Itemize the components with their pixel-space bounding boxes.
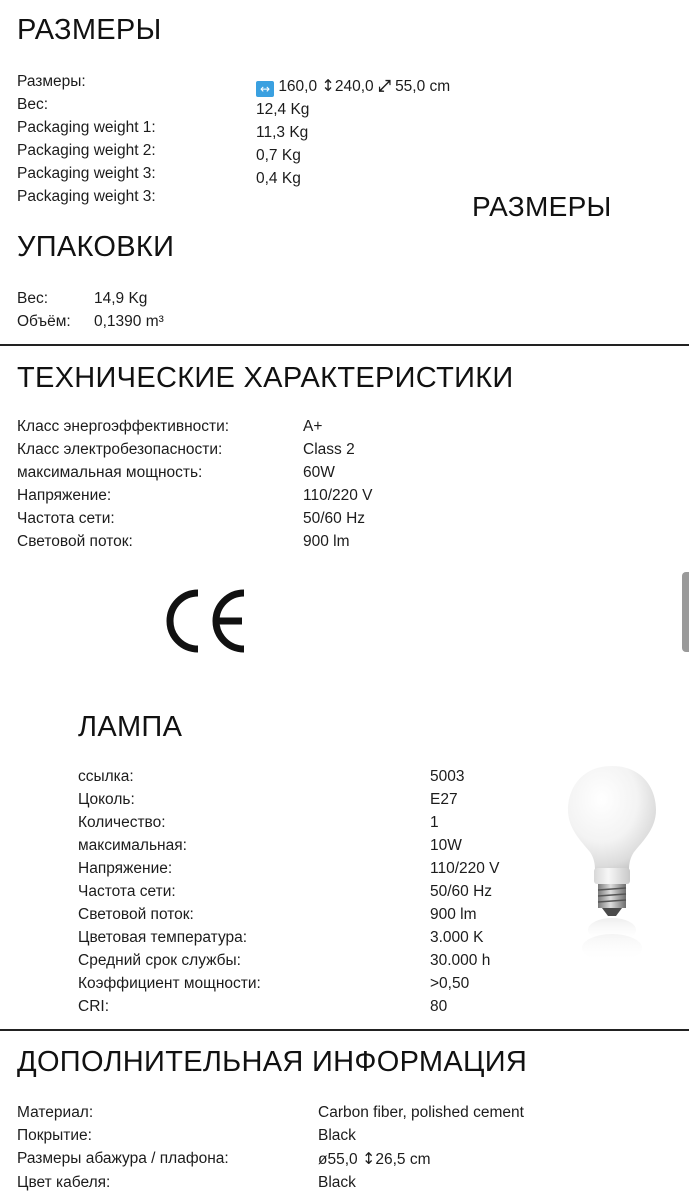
scrollbar-thumb[interactable] [682, 572, 689, 652]
packaging-value-weight: 14,9 Kg [94, 290, 148, 307]
additional-label: Цвет кабеля: [17, 1174, 111, 1191]
depth-arrows-icon: ⤢ [377, 76, 391, 95]
lamp-label: ссылка: [78, 768, 134, 785]
lamp-label: максимальная: [78, 837, 187, 854]
lamp-value: 900 lm [430, 906, 477, 923]
dimensions-size-value [256, 74, 450, 98]
section-divider [0, 344, 689, 346]
technical-label: Частота сети: [17, 510, 115, 527]
lamp-label: Частота сети: [78, 883, 176, 900]
technical-value: 60W [303, 464, 335, 481]
dimensions-weight-value: 12,4 Kg [256, 101, 310, 118]
height-arrows-icon: ↕ [321, 76, 335, 95]
technical-label: максимальная мощность: [17, 464, 203, 481]
additional-title: ДОПОЛНИТЕЛЬНАЯ ИНФОРМАЦИЯ [17, 1046, 528, 1078]
technical-label: Класс энергоэффективности: [17, 418, 230, 435]
dimensions-packaging-2-value: 0,7 Kg [256, 147, 301, 164]
size-depth: 55,0 cm [395, 78, 451, 95]
height-arrows-icon: ↕ [361, 1149, 376, 1168]
lamp-value: 50/60 Hz [430, 883, 493, 900]
technical-label: Класс электробезопасности: [17, 441, 223, 458]
technical-value: A+ [303, 418, 323, 435]
packaging-title: УПАКОВКИ [17, 231, 175, 263]
light-bulb-image [556, 762, 668, 972]
lamp-value: 3.000 K [430, 929, 484, 946]
lamp-label: CRI: [78, 998, 109, 1015]
lamp-value: >0,50 [430, 975, 470, 992]
technical-title: ТЕХНИЧЕСКИЕ ХАРАКТЕРИСТИКИ [17, 362, 514, 394]
dimensions-label-packaging-3b: Packaging weight 3: [17, 188, 156, 205]
technical-value: 110/220 V [303, 487, 373, 504]
dimensions-packaging-3-value: 0,4 Kg [256, 170, 301, 187]
dimensions-packaging-1-value: 11,3 Kg [256, 124, 309, 141]
additional-value: Carbon fiber, polished cement [318, 1104, 524, 1121]
lamp-value: 10W [430, 837, 462, 854]
lamp-value: 5003 [430, 768, 465, 785]
dimensions-label-packaging-3: Packaging weight 3: [17, 165, 156, 182]
size-height: 240,0 [334, 78, 374, 95]
additional-label: Материал: [17, 1104, 94, 1121]
dimensions-label-packaging-2: Packaging weight 2: [17, 142, 156, 159]
ce-mark-icon [158, 585, 250, 657]
dimensions-label-packaging-1: Packaging weight 1: [17, 119, 156, 136]
lamp-value: E27 [430, 791, 458, 808]
lamp-value: 80 [430, 998, 448, 1015]
technical-label: Напряжение: [17, 487, 112, 504]
size-width: 160,0 [278, 78, 318, 95]
packaging-value-volume: 0,1390 m³ [94, 313, 164, 330]
additional-value-shade-size [318, 1147, 431, 1171]
lamp-value: 110/220 V [430, 860, 500, 877]
technical-value: 900 lm [303, 533, 350, 550]
additional-value: Black [318, 1127, 356, 1144]
lamp-label: Цоколь: [78, 791, 135, 808]
width-arrows-icon: ↔ [256, 81, 274, 97]
lamp-value: 1 [430, 814, 439, 831]
dimensions-label-size: Размеры: [17, 73, 86, 90]
lamp-label: Коэффициент мощности: [78, 975, 261, 992]
additional-label: Размеры абажура / плафона: [17, 1150, 229, 1167]
dimensions-label-weight: Вес: [17, 96, 49, 113]
packaging-label-weight: Вес: [17, 290, 49, 307]
technical-label: Световой поток: [17, 533, 133, 550]
section-divider [0, 1029, 689, 1031]
lamp-label: Цветовая температура: [78, 929, 248, 946]
lamp-value: 30.000 h [430, 952, 491, 969]
additional-label: Покрытие: [17, 1127, 92, 1144]
dimensions-title: РАЗМЕРЫ [17, 14, 162, 46]
technical-value: Class 2 [303, 441, 355, 458]
lamp-label: Количество: [78, 814, 166, 831]
technical-value: 50/60 Hz [303, 510, 366, 527]
additional-value: Black [318, 1174, 356, 1191]
lamp-label: Средний срок службы: [78, 952, 241, 969]
dimensions-secondary-title: РАЗМЕРЫ [472, 191, 612, 222]
lamp-title: ЛАМПА [78, 711, 183, 743]
packaging-label-volume: Объём: [17, 313, 71, 330]
lamp-label: Напряжение: [78, 860, 173, 877]
shade-height: 26,5 cm [375, 1151, 431, 1168]
shade-diameter: ø55,0 [318, 1151, 358, 1168]
lamp-label: Световой поток: [78, 906, 194, 923]
